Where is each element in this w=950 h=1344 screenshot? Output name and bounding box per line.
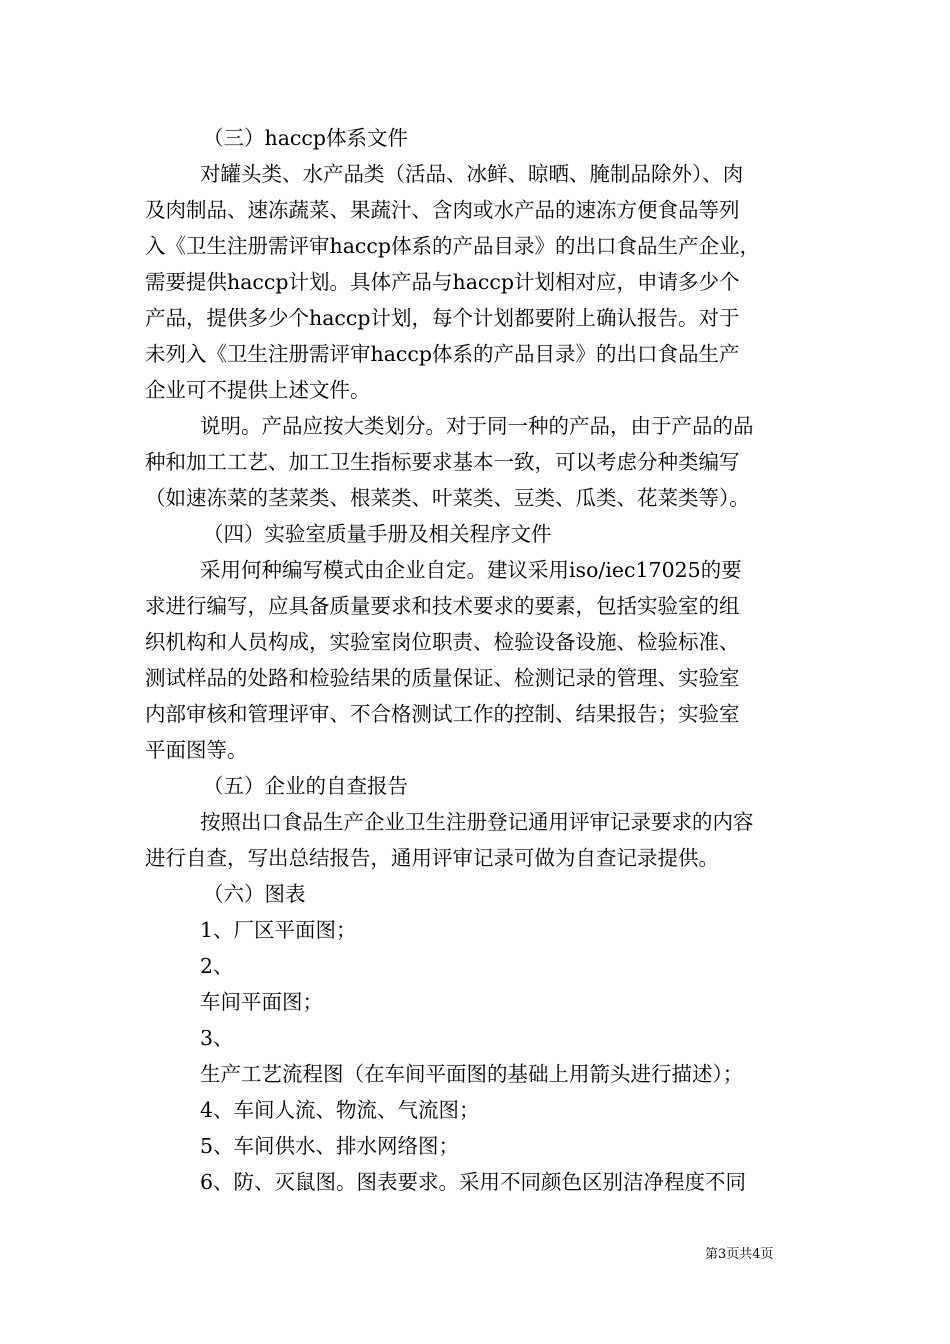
paragraph-line: 按照出口食品生产企业卫生注册登记通用评审记录要求的内容 — [200, 810, 754, 834]
page-number-footer: 第3页共4页 — [705, 1247, 774, 1262]
list-item: 2、 — [200, 954, 234, 978]
section-heading-charts: （六）图表 — [203, 882, 306, 906]
paragraph-line: 入《卫生注册需评审haccp体系的产品目录》的出口食品生产企业， — [145, 234, 761, 258]
paragraph-line: 平面图等。 — [145, 738, 248, 762]
list-item: 5、车间供水、排水网络图； — [200, 1134, 460, 1158]
paragraph-line: 及肉制品、速冻蔬菜、果蔬汁、含肉或水产品的速冻方便食品等列 — [145, 198, 740, 222]
paragraph-line: 进行自查，写出总结报告，通用评审记录可做为自查记录提供。 — [145, 846, 719, 870]
paragraph-line: 采用何种编写模式由企业自定。建议采用iso/iec17025的要 — [200, 558, 742, 582]
paragraph-line: 织机构和人员构成，实验室岗位职责、检验设备设施、检验标准、 — [145, 630, 740, 654]
paragraph-line: 产品，提供多少个haccp计划，每个计划都要附上确认报告。对于 — [145, 306, 740, 330]
list-item: 车间平面图； — [200, 990, 323, 1014]
list-item: 生产工艺流程图（在车间平面图的基础上用箭头进行描述）； — [200, 1062, 744, 1086]
section-heading-self-check: （五）企业的自查报告 — [203, 774, 408, 798]
paragraph-line: 未列入《卫生注册需评审haccp体系的产品目录》的出口食品生产 — [145, 342, 740, 366]
paragraph-line: 求进行编写，应具备质量要求和技术要求的要素，包括实验室的组 — [145, 594, 740, 618]
paragraph-line: 对罐头类、水产品类（活品、冰鲜、晾晒、腌制品除外）、肉 — [200, 162, 744, 186]
paragraph-line: 测试样品的处路和检验结果的质量保证、检测记录的管理、实验室 — [145, 666, 740, 690]
paragraph-line: 需要提供haccp计划。具体产品与haccp计划相对应，申请多少个 — [145, 270, 740, 294]
list-item: 6、防、灭鼠图。图表要求。采用不同颜色区别洁净程度不同 — [200, 1170, 747, 1194]
paragraph-line: 说明。产品应按大类划分。对于同一种的产品，由于产品的品 — [200, 414, 754, 438]
section-heading-lab-manual: （四）实验室质量手册及相关程序文件 — [203, 522, 552, 546]
list-item: 4、车间人流、物流、气流图； — [200, 1098, 480, 1122]
section-heading-haccp: （三）haccp体系文件 — [203, 126, 409, 150]
paragraph-line: 种和加工工艺、加工卫生指标要求基本一致，可以考虑分种类编写 — [145, 450, 740, 474]
paragraph-line: （如速冻菜的茎菜类、根菜类、叶菜类、豆类、瓜类、花菜类等）。 — [145, 486, 750, 510]
list-item: 1、厂区平面图； — [200, 918, 357, 942]
paragraph-line: 内部审核和管理评审、不合格测试工作的控制、结果报告；实验室 — [145, 702, 740, 726]
paragraph-line: 企业可不提供上述文件。 — [145, 378, 371, 402]
list-item: 3、 — [200, 1026, 234, 1050]
